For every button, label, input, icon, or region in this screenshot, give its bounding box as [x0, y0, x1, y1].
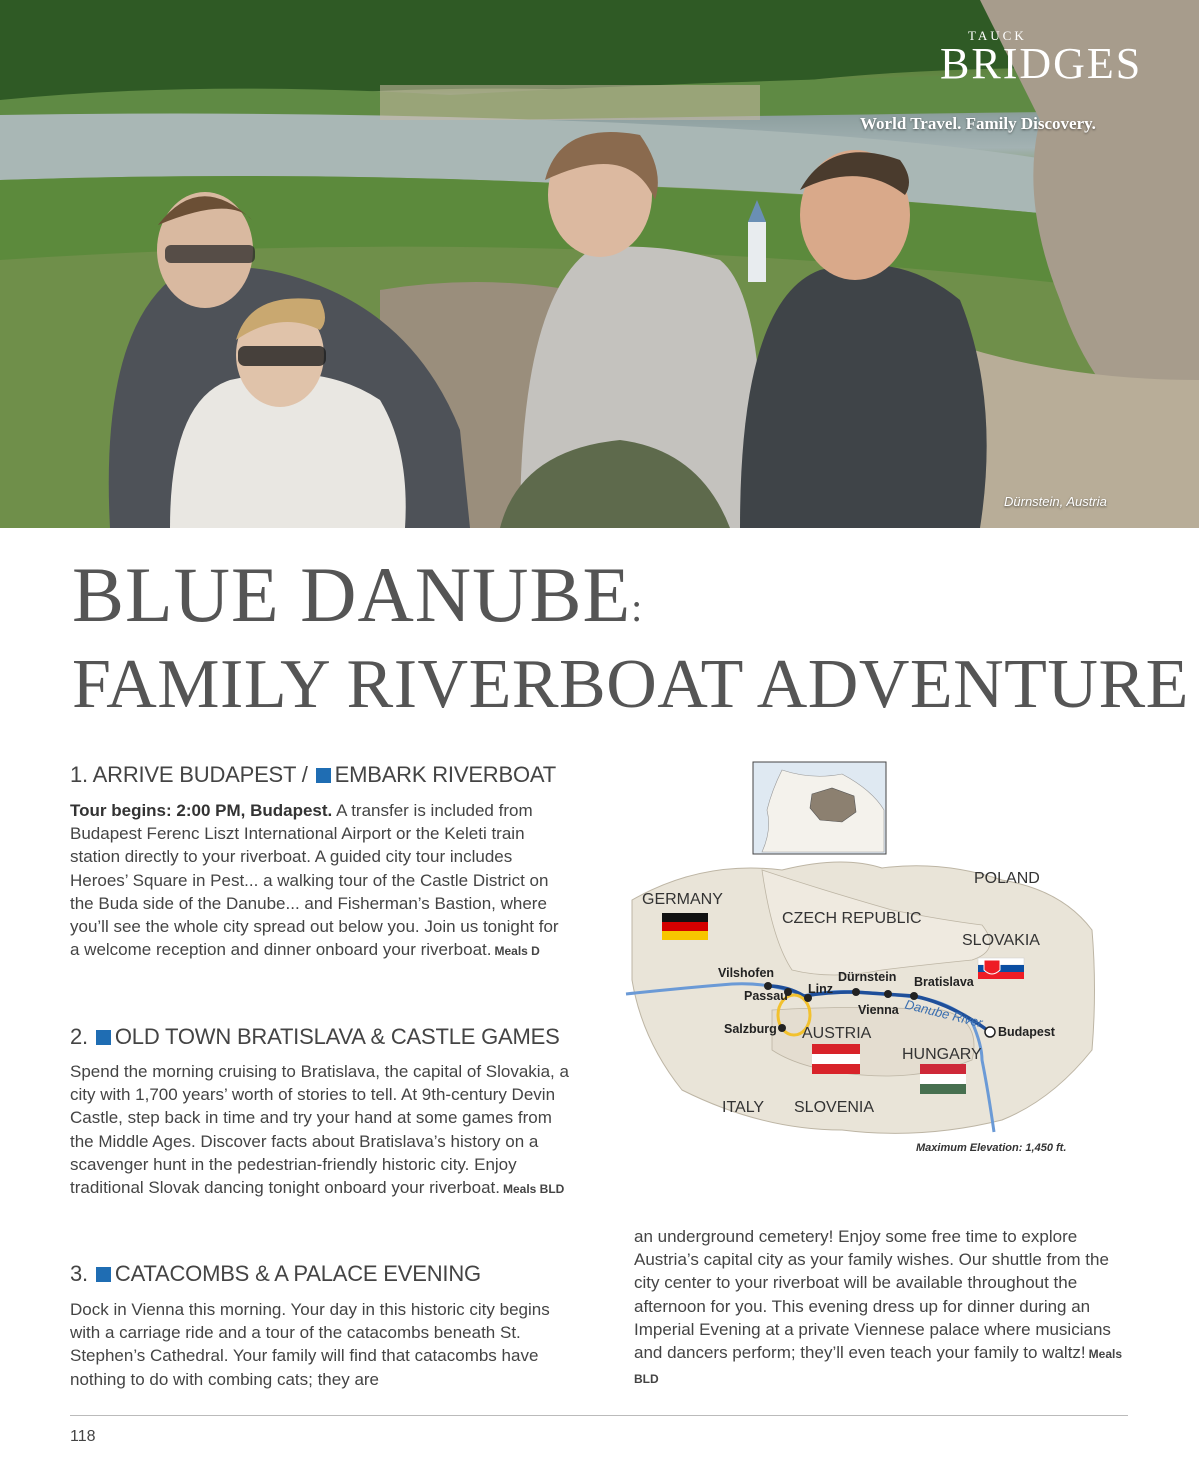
hungary-flag-icon: [920, 1064, 966, 1094]
map-label-germany: GERMANY: [642, 891, 723, 908]
day-3-heading: [70, 1261, 481, 1287]
title-line-1: BLUE DANUBE: [72, 551, 632, 638]
day-1-heading-a: ARRIVE BUDAPEST /: [92, 762, 308, 787]
city-durnstein: Dürnstein: [838, 970, 897, 984]
day-1-body: [70, 799, 570, 963]
riverboat-square-icon: [316, 768, 331, 783]
germany-flag-icon: [662, 913, 708, 940]
day-3-meals: Meals BLD: [634, 1347, 1123, 1387]
city-vilshofen: Vilshofen: [718, 966, 775, 980]
danube-river-label: Danube River: [903, 996, 985, 1031]
day-3-body: Dock in Vienna this morning. Your day in this historic city begins with a carriage ride and a tour of the catacombs beneath St. Stephen’s Cathedral. Your family will find that catacombs have nothing to do with combing cats; they are: [70, 1300, 550, 1389]
title-colon: :: [631, 585, 644, 630]
logo-bridges-text: BRIDGES: [940, 39, 1143, 88]
day-3-continued: [634, 1225, 1134, 1391]
photo-caption: Dürnstein, Austria: [1004, 494, 1107, 509]
page-title: [72, 551, 644, 638]
hero-photo: [0, 0, 1199, 528]
day-3-heading-text: CATACOMBS & A PALACE EVENING: [114, 1261, 481, 1286]
map-label-italy: ITALY: [722, 1099, 765, 1116]
brand-logo: [900, 28, 1160, 98]
day-2-text: Spend the morning cruising to Bratislava, the capital of Slovakia, a city with 1,700 years’ worth of stories to tell. At 9th-century Devin Castle, step back in time and try your hand at some games from the Middle Ages. Discover facts about Bratislava’s history on a scavenger hunt in the pedestrian-friendly historic city. Enjoy traditional Slovak dancing tonight onboard your riverboat.: [70, 1062, 569, 1198]
slovakia-flag-icon: [978, 958, 1024, 979]
day-1-heading: [70, 762, 556, 788]
city-bratislava: Bratislava: [914, 975, 974, 989]
day-1-meals: Meals D: [494, 944, 540, 959]
austria-flag-icon: [812, 1044, 860, 1074]
city-budapest: Budapest: [998, 1025, 1055, 1039]
map-label-slovenia: SLOVENIA: [794, 1099, 875, 1116]
day-1-heading-b: EMBARK RIVERBOAT: [334, 762, 556, 787]
map-label-czech: CZECH REPUBLIC: [782, 910, 922, 927]
map-label-poland: POLAND: [974, 870, 1040, 887]
page-subtitle: FAMILY RIVERBOAT ADVENTURE: [72, 646, 1189, 723]
day-2-heading-text: OLD TOWN BRATISLAVA & CASTLE GAMES: [114, 1024, 560, 1049]
max-elevation-note: Maximum Elevation: 1,450 ft.: [916, 1142, 1067, 1154]
day-2-heading: [70, 1024, 560, 1050]
riverboat-square-icon: [96, 1030, 111, 1045]
city-salzburg: Salzburg: [724, 1022, 777, 1036]
day-1-text: A transfer is included from Budapest Ferenc Liszt International Airport or the Keleti train station directly to your riverboat. A guided city tour includes Heroes’ Square in Pest... a walking tour of the Castle District on the Buda side of the Danube... and Fisherman’s Bastion, where you’ll see the whole city spread out below you. Join us tonight for a welcome reception and dinner onboard your riverboat.: [70, 801, 559, 960]
map-label-hungary: HUNGARY: [902, 1046, 982, 1063]
footer-divider: [70, 1415, 1128, 1416]
city-vienna: Vienna: [858, 1003, 899, 1017]
logo-tagline: World Travel. Family Discovery.: [860, 114, 1096, 133]
logo-tauck-text: TAUCK: [968, 28, 1027, 43]
page-number: 118: [70, 1428, 96, 1445]
day-1-lead: Tour begins: 2:00 PM, Budapest.: [70, 801, 333, 820]
day-2-meals: Meals BLD: [503, 1182, 565, 1197]
city-linz: Linz: [808, 982, 833, 996]
day-2-body: [70, 1060, 570, 1201]
map-label-slovakia: SLOVAKIA: [962, 932, 1040, 949]
day-2-number: 2.: [70, 1024, 88, 1049]
map-label-austria: AUSTRIA: [802, 1025, 872, 1042]
day-3-continued-text: an underground cemetery! Enjoy some free time to explore Austria’s capital city as your family wishes. Our shuttle from the city center to your riverboat will be available throughout the afternoon for you. This evening dress up for dinner during an Imperial Evening at a private Viennese palace where musicians and dancers perform; they’ll even teach your family to waltz!: [634, 1227, 1111, 1363]
city-passau: Passau: [744, 989, 788, 1003]
riverboat-square-icon: [96, 1267, 111, 1282]
route-map: [622, 760, 1102, 1170]
day-1-number: 1.: [70, 762, 88, 787]
day-3-number: 3.: [70, 1261, 88, 1286]
